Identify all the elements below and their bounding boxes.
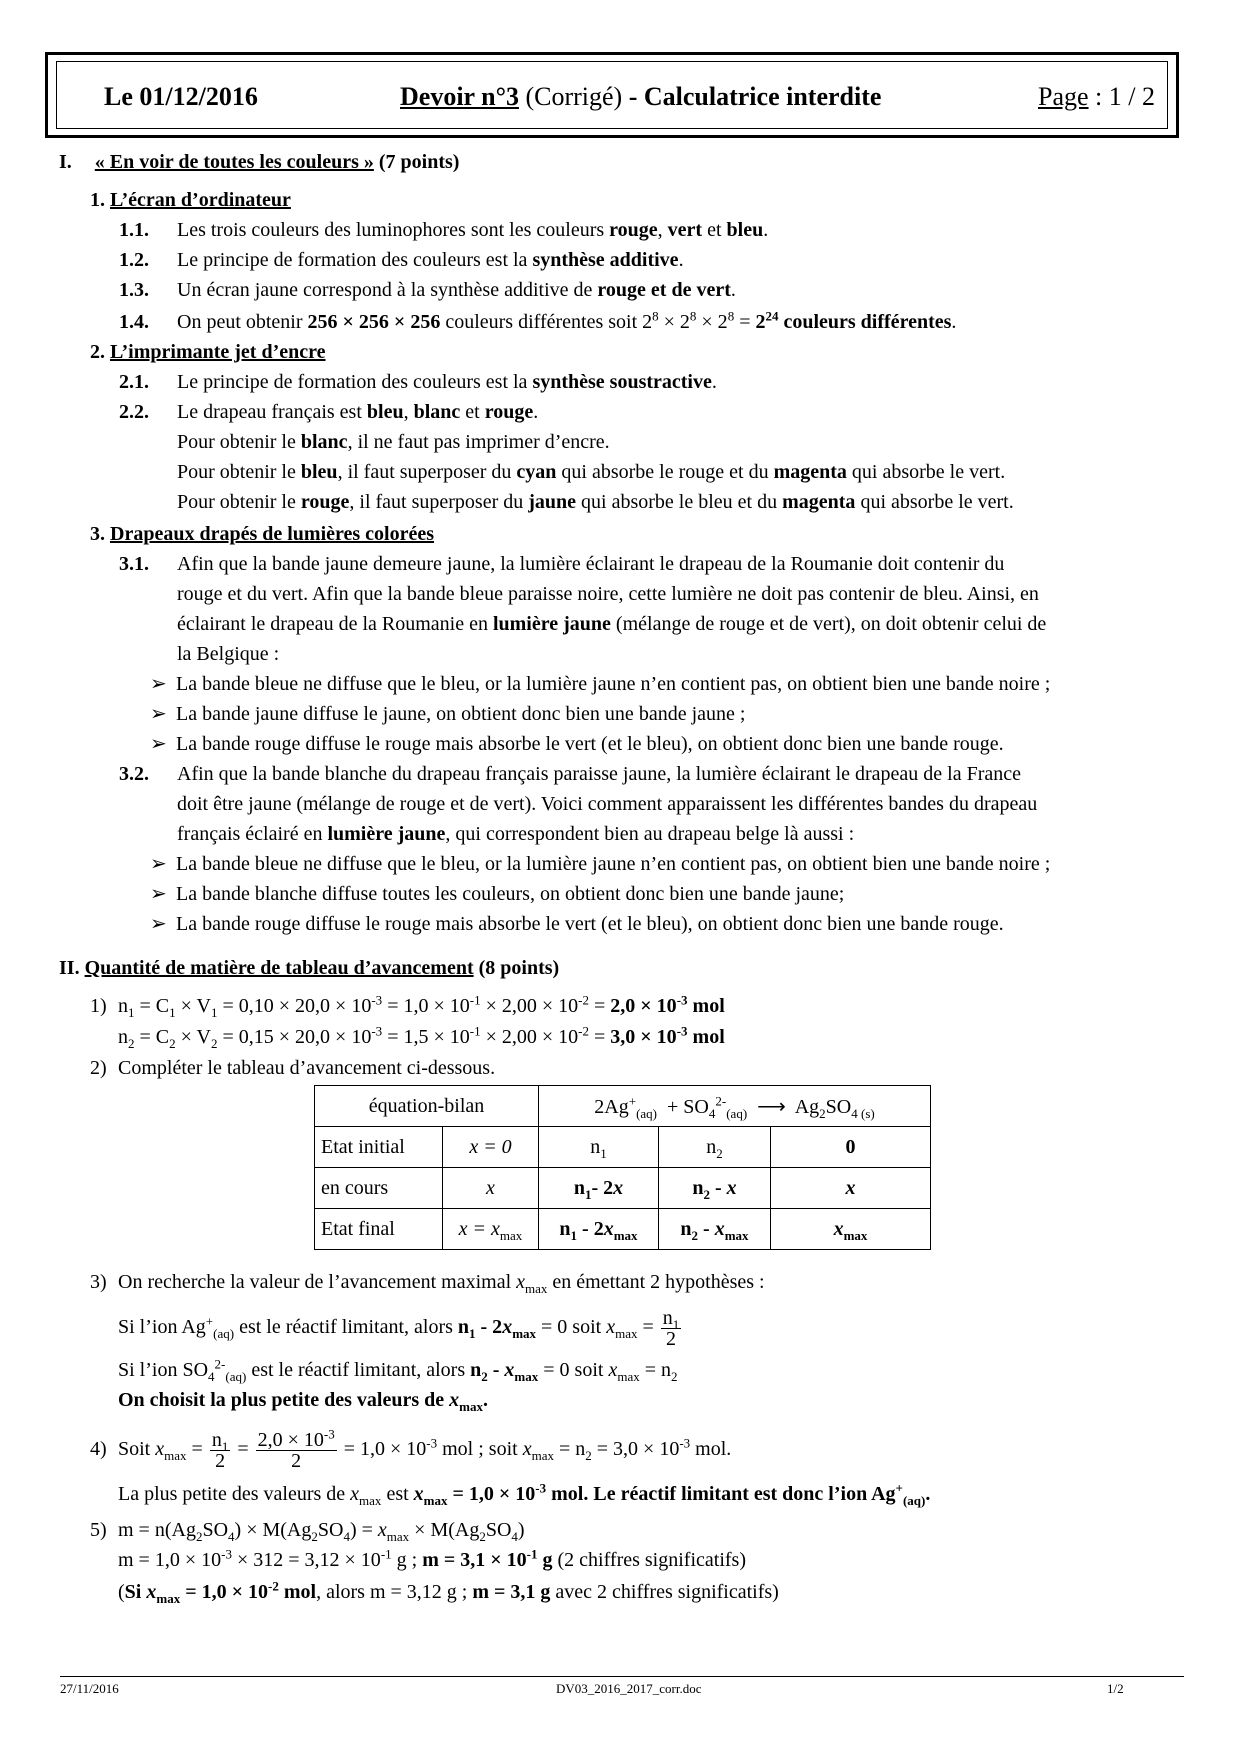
- q22-l2-post: , il ne faut pas imprimer d’encre.: [347, 431, 610, 453]
- row-final-c3: $x_{max}$: [771, 1209, 931, 1250]
- q22-l3-mid2: qui absorbe le rouge et du: [556, 461, 774, 483]
- x-final: x = x: [458, 1217, 500, 1240]
- title-main: Devoir n°3: [400, 82, 519, 111]
- p2-q2: [90, 1056, 495, 1080]
- part1-points: (7 points): [378, 151, 460, 173]
- q22-line2: [177, 430, 610, 454]
- section-1-title: L’écran d’ordinateur: [110, 189, 291, 211]
- part2-points: (8 points): [478, 957, 560, 979]
- p2-q5-line1: 5) $m = n(Ag_2SO_4) \times M(Ag_2SO_4) = x_{max} \times M(Ag_2SO_4)$: [90, 1519, 525, 1544]
- page-label: Page: [1038, 82, 1089, 111]
- q32-line2: doit être jaune (mélange de rouge et de vert). Voici comment apparaissent les différentes bandes du drapeau: [177, 793, 1038, 815]
- header-page: [1038, 82, 1155, 112]
- section-2-heading: [90, 340, 326, 364]
- p2-q5-line2: $m = 1,0 \times 10^{-3} \times 312 = 3,12 \times 10^{-1}$ g ; $m = 3,1 \times 10^{-1}$ g (2 chiffres significatifs): [118, 1546, 746, 1571]
- q32-num: 3.2.: [119, 763, 149, 785]
- q22-l3-mid: , il faut superposer du: [337, 461, 517, 483]
- q12-text: Le principe de formation des couleurs est la: [177, 249, 533, 271]
- q14-text: On peut obtenir: [177, 311, 308, 333]
- q12-bold: synthèse additive: [532, 249, 679, 271]
- q22-line4: [177, 490, 1014, 514]
- q22-l2-b: blanc: [300, 431, 348, 453]
- footer-divider: [60, 1676, 1184, 1677]
- part2-heading: [59, 956, 559, 980]
- q31-b3: La bande rouge diffuse le rouge mais absorbe le vert (et le bleu), on obtient donc bien une bande rouge.: [176, 733, 1004, 755]
- p2-q4-l2-pre: La plus petite des valeurs de: [118, 1483, 351, 1505]
- p2-q2-text: Compléter le tableau d’avancement ci-dessous.: [118, 1057, 496, 1079]
- q32-l3-b: lumière jaune: [327, 823, 446, 845]
- q14-mid: couleurs différentes soit: [440, 311, 643, 333]
- q32-bullet1: [150, 852, 1050, 876]
- title-rest: - Calculatrice interdite: [622, 82, 882, 111]
- section-2-num: 2.: [90, 341, 105, 363]
- q31-num: 3.1.: [119, 553, 149, 575]
- q11-c2: vert: [667, 219, 703, 241]
- table-row: [315, 1127, 931, 1168]
- q32-line1: [119, 762, 1021, 786]
- p2-q1-line2: $n_2 = C_2 \times V_2 = 0,15 \times 20,0 \times 10^{-3} = 1,5 \times 10^{-1} \times 2,00 \times 10^{-2} = 3,0 \times 10^{-3}$ mol: [118, 1023, 725, 1051]
- arrow-bullet-icon: ➢: [150, 673, 167, 695]
- section-1-heading: [90, 188, 291, 212]
- arrow-bullet-icon: ➢: [150, 853, 167, 875]
- row-current-label: en cours: [315, 1168, 443, 1209]
- part1-title: « En voir de toutes les couleurs »: [94, 151, 374, 173]
- q14-num: 1.4.: [119, 311, 149, 333]
- part1-num: I.: [59, 151, 72, 173]
- p2-q3-line1: 3) On recherche la valeur de l’avancement maximal $x_{max}$ en émettant 2 hypothèses :: [90, 1271, 765, 1296]
- row-current-c1: $n_1-$ 2x: [539, 1168, 659, 1209]
- p2-q1-num: 1): [90, 995, 107, 1017]
- q31-bullet3: [150, 732, 1004, 756]
- q14-product: 256 × 256 × 256: [307, 311, 441, 333]
- fraction: $\frac{n_1}{2}$: [211, 1429, 229, 1472]
- p2-q3-line2: Si l’ion $Ag^+_{(aq)}$ est le réactif limitant, alors $n_1 - 2x_{max} = 0$ soit $x_{max}$ = $\frac{n_1}{2}$: [118, 1307, 680, 1350]
- n-symbol: n: [559, 1217, 571, 1240]
- q31-bullet1: [150, 672, 1050, 696]
- footer-filename: DV03_2016_2017_corr.doc: [556, 1681, 702, 1696]
- q22-l4-b2: jaune: [528, 491, 577, 513]
- q22-bleu: bleu: [366, 401, 404, 423]
- row-final-x: $x = x_{max}$: [443, 1209, 539, 1250]
- arrow-bullet-icon: ➢: [150, 703, 167, 725]
- q31-line3: [177, 612, 1046, 636]
- q13-num: 1.3.: [119, 279, 149, 301]
- header-title: [400, 82, 881, 112]
- q22-num: 2.2.: [119, 401, 149, 423]
- q13-bold: rouge et de vert: [597, 279, 731, 301]
- q22-l3-post: qui absorbe le vert.: [846, 461, 1006, 483]
- eq-label-cell: équation-bilan: [315, 1086, 539, 1127]
- section-2-title: L’imprimante jet d’encre: [110, 341, 326, 363]
- section-3-num: 3.: [90, 523, 105, 545]
- q21-text: Le principe de formation des couleurs est la: [177, 371, 533, 393]
- row-final-c1: $n_1 - 2x_{max}$: [539, 1209, 659, 1250]
- equation-cell: $2Ag^+_{(aq)} + SO_4^{2-}_{(aq)}$ ⟶ $Ag_2SO_{4 (s)}$: [539, 1086, 931, 1127]
- arrow-bullet-icon: ➢: [150, 883, 167, 905]
- q22-l1-pre: Le drapeau français est: [177, 401, 367, 423]
- q22-l3-b3: magenta: [773, 461, 847, 483]
- q32-b2: La bande blanche diffuse toutes les couleurs, on obtient donc bien une bande jaune;: [176, 883, 845, 905]
- p2-q4-l2-mid: est: [381, 1483, 414, 1505]
- q31-b1: La bande bleue ne diffuse que le bleu, or la lumière jaune n’en contient pas, on obtient bien une bande noire ;: [176, 673, 1051, 695]
- q31-l3-post: (mélange de rouge et de vert), on doit obtenir celui de: [610, 613, 1047, 635]
- q31-line2: rouge et du vert. Afin que la bande bleue paraisse noire, cette lumière ne doit pas contenir de bleu. Ainsi, en: [177, 583, 1039, 605]
- table-row: [315, 1209, 931, 1250]
- n-symbol: n: [573, 1176, 585, 1199]
- p2-q3-num: 3): [90, 1271, 107, 1293]
- q32-l1: Afin que la bande blanche du drapeau français paraisse jaune, la lumière éclairant le drapeau de la France: [177, 763, 1022, 785]
- q31-line1: [119, 552, 1004, 576]
- p2-q3-l3-mid: est le réactif limitant, alors: [246, 1359, 471, 1381]
- q21-bold: synthèse soustractive: [532, 371, 712, 393]
- part1-heading: [59, 150, 459, 174]
- q22-l4-mid2: qui absorbe le bleu et du: [576, 491, 783, 513]
- q32-b1: La bande bleue ne diffuse que le bleu, or la lumière jaune n’en contient pas, on obtient bien une bande noire ;: [176, 853, 1051, 875]
- n-symbol: n: [680, 1217, 692, 1240]
- section-3-heading: [90, 522, 434, 546]
- table-row: [315, 1086, 931, 1127]
- x-final-c3: x: [833, 1217, 844, 1240]
- row-initial-c2: $n_2$: [659, 1127, 771, 1168]
- q22-l2-pre: Pour obtenir le: [177, 431, 301, 453]
- header-date: Le 01/12/2016: [104, 82, 258, 111]
- p2-q4-num: 4): [90, 1438, 107, 1461]
- q32-bullet2: [150, 882, 844, 906]
- q22-blanc: blanc: [413, 401, 461, 423]
- n-symbol: n: [590, 1135, 601, 1158]
- q31-line4: la Belgique :: [177, 643, 280, 665]
- p2-q3-l2-pre: Si l’ion Ag: [118, 1316, 206, 1339]
- arrow-bullet-icon: ➢: [150, 913, 167, 935]
- row-current-x: x: [443, 1168, 539, 1209]
- n-symbol: n: [706, 1135, 717, 1158]
- q13: 1.3. Un écran jaune correspond à la synthèse additive de rouge et de vert.: [119, 279, 736, 301]
- q22-l3-pre: Pour obtenir le: [177, 461, 301, 483]
- row-initial-x: x = 0: [443, 1127, 539, 1168]
- q22-l4-b3: magenta: [782, 491, 856, 513]
- p2-q3-line4: On choisit la plus petite des valeurs de $x_{max}$.: [118, 1389, 488, 1414]
- q11-num: 1.1.: [119, 219, 149, 241]
- p2-q4-line1: 4) Soit $x_{max}$ = $\frac{n_1}{2}$ = $\frac{2,0 \times 10^{-3}}{2}$ = $1,0 \times 10^{-3}$ mol ; soit $x_{max} = n_2 = 3,0 \times 10^{-3}$ mol.: [90, 1426, 732, 1472]
- p2-q3-l2-mid: est le réactif limitant, alors: [234, 1316, 458, 1339]
- n-symbol: n: [692, 1176, 704, 1199]
- q11: 1.1. Les trois couleurs des luminophores sont les couleurs rouge, vert et bleu.: [119, 219, 769, 241]
- q14: 1.4. On peut obtenir 256 × 256 × 256 couleurs différentes soit $2^8 \times 2^8 \times 2^8 = 2^{24}$ couleurs différentes.: [119, 308, 957, 333]
- title-paren: (Corrigé): [518, 82, 623, 111]
- q21-num: 2.1.: [119, 371, 149, 393]
- q22-l4-post: qui absorbe le vert.: [855, 491, 1014, 513]
- q31-b2: La bande jaune diffuse le jaune, on obtient donc bien une bande jaune ;: [176, 703, 746, 725]
- table-row: [315, 1168, 931, 1209]
- row-final-c2: $n_2 - x_{max}$: [659, 1209, 771, 1250]
- row-initial-c1: $n_1$: [539, 1127, 659, 1168]
- p2-q1-line1: 1) $n_1 = C_1 \times V_1 = 0,10 \times 20,0 \times 10^{-3} = 1,0 \times 10^{-1} \times 2,00 \times 10^{-2} = 2,0 \times 10^{-3}$ mol: [90, 992, 725, 1020]
- q22-line3: [177, 460, 1005, 484]
- q22-l4-pre: Pour obtenir le: [177, 491, 301, 513]
- row-final-label: Etat final: [315, 1209, 443, 1250]
- p2-q3-line3: Si l’ion $SO_4^{2-}_{(aq)}$ est le réactif limitant, alors $n_2 - x_{max} = 0$ soit $x_{max} = n_2$: [118, 1356, 678, 1384]
- q22-rouge: rouge: [484, 401, 534, 423]
- reaction-arrow-icon: ⟶: [757, 1095, 786, 1118]
- arrow-bullet-icon: ➢: [150, 733, 167, 755]
- q12: 1.2. Le principe de formation des couleurs est la synthèse additive.: [119, 249, 684, 271]
- page-value: : 1 / 2: [1088, 82, 1155, 111]
- q22-l4-mid: , il faut superposer du: [349, 491, 529, 513]
- q32-line3: [177, 822, 854, 846]
- section-1-num: 1.: [90, 189, 105, 211]
- row-current-c2: $n_2$ - x: [659, 1168, 771, 1209]
- q22-l3-b: bleu: [300, 461, 338, 483]
- p2-q4-line2: La plus petite des valeurs de $x_{max}$ est $x_{max} = 1,0 \times 10^{-3}$ mol. Le réactif limitant est donc l’ion $Ag^+_{(aq)}$.: [118, 1480, 931, 1508]
- part2-title: Quantité de matière de tableau d’avancement: [84, 957, 474, 979]
- q31-bullet2: [150, 702, 745, 726]
- p2-q3-l4: On choisit la plus petite des valeurs de: [118, 1389, 450, 1411]
- p2-q3-l3-pre: Si l’ion SO: [118, 1359, 209, 1381]
- p2-q5-line3: (Si $x_{max} = 1,0 \times 10^{-2}$ mol, alors m = 3,12 g ; m = 3,1 g avec 2 chiffres significatifs): [118, 1578, 779, 1606]
- q31-l1: Afin que la bande jaune demeure jaune, la lumière éclairant le drapeau de la Roumanie doit contenir du: [177, 553, 1005, 575]
- q22-line1: 2.2. Le drapeau français est bleu, blanc et rouge.: [119, 401, 539, 423]
- q32-b3: La bande rouge diffuse le rouge mais absorbe le vert (et le bleu), on obtient donc bien une bande rouge.: [176, 913, 1004, 935]
- q21: 2.1. Le principe de formation des couleurs est la synthèse soustractive.: [119, 371, 717, 393]
- q32-l3-pre: français éclairé en: [177, 823, 328, 845]
- p2-q2-num: 2): [90, 1057, 107, 1079]
- p2-q3-l1-end: en émettant 2 hypothèses :: [552, 1271, 765, 1293]
- q32-bullet3: [150, 912, 1004, 936]
- fraction: $\frac{2,0 \times 10^{-3}}{2}$: [257, 1426, 335, 1472]
- q22-l3-b2: cyan: [516, 461, 557, 483]
- q12-num: 1.2.: [119, 249, 149, 271]
- q32-l3-post: , qui correspondent bien au drapeau belge là aussi :: [445, 823, 855, 845]
- p2-q3-l1: On recherche la valeur de l’avancement maximal: [118, 1271, 512, 1293]
- q22-l4-b: rouge: [300, 491, 350, 513]
- q31-l3-b: lumière jaune: [492, 613, 611, 635]
- part2-num: II.: [59, 957, 80, 979]
- advancement-table: [314, 1085, 931, 1250]
- footer-page: 1/2: [1107, 1681, 1124, 1696]
- q31-l3-pre: éclairant le drapeau de la Roumanie en: [177, 613, 493, 635]
- row-current-c3: x: [771, 1168, 931, 1209]
- q14-end: couleurs différentes: [778, 311, 952, 333]
- q11-c1: rouge: [609, 219, 658, 241]
- p2-q4-l2-end: Le réactif limitant est donc l’ion Ag: [588, 1483, 896, 1505]
- footer-date: 27/11/2016: [60, 1681, 119, 1696]
- q11-c3: bleu: [726, 219, 764, 241]
- q11-text: Les trois couleurs des luminophores sont les couleurs: [177, 219, 610, 241]
- p2-q5-num: 5): [90, 1519, 107, 1541]
- fraction: $\frac{n_1}{2}$: [662, 1307, 680, 1350]
- row-initial-label: Etat initial: [315, 1127, 443, 1168]
- row-initial-c3: 0: [771, 1127, 931, 1168]
- q13-text: Un écran jaune correspond à la synthèse additive de: [177, 279, 598, 301]
- section-3-title: Drapeaux drapés de lumières colorées: [110, 523, 435, 545]
